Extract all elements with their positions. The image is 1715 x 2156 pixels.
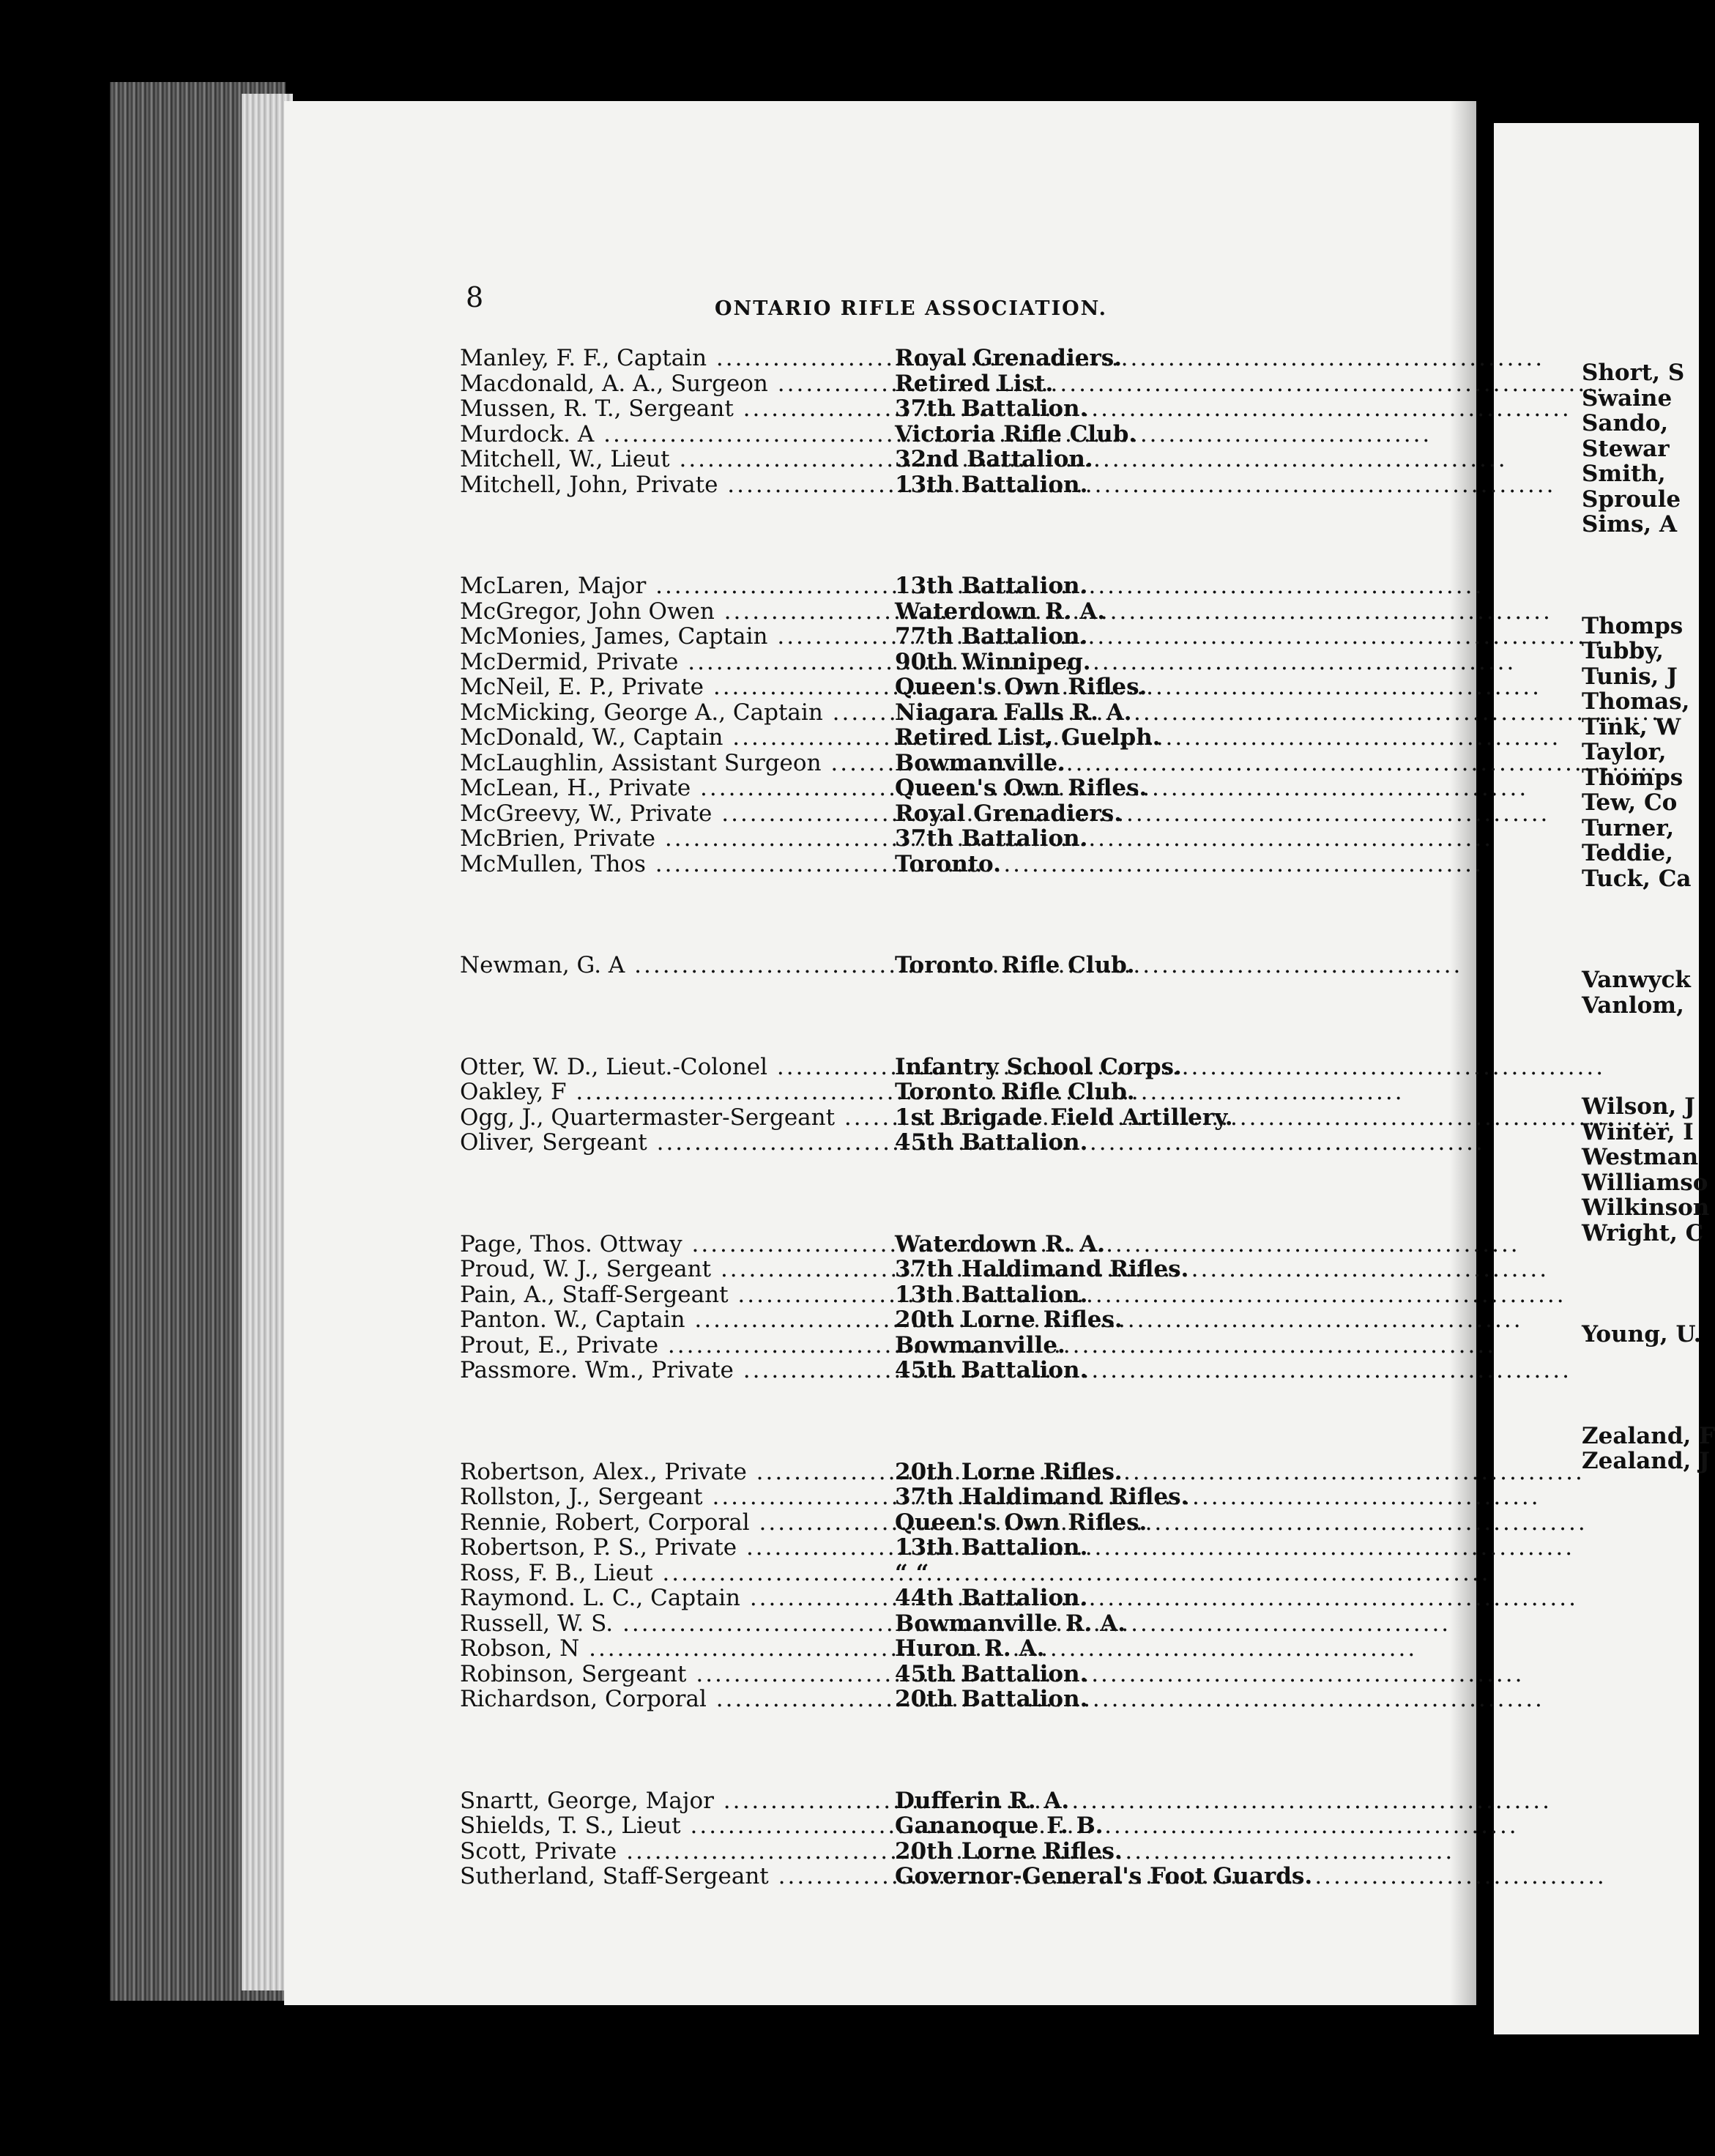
member-name: Raymond. L. C., Captain ..... [460,1586,889,1611]
member-row [460,371,1302,397]
member-unit: Niagara Falls R. A. [895,699,1132,726]
facing-name: Taylor, [1582,739,1667,765]
member-name: McDonald, W., Captain ..... [460,725,889,751]
facing-name: Turner, [1582,814,1675,841]
member-row [460,599,1302,625]
facing-name: Vanlom, [1582,992,1684,1019]
member-name: Passmore. Wm., Private ..... [460,1358,889,1383]
member-unit: 37th Haldimand Rifles. [895,1256,1189,1282]
facing-name: Teddie, [1582,840,1673,866]
member-name: Robinson, Sergeant ..... [460,1662,889,1687]
member-unit: 37th Battalion. [895,395,1088,422]
facing-name: Sproule [1582,486,1681,513]
member-name: Ogg, J., Quartermaster-Sergeant ..... [460,1105,889,1131]
facing-group [1582,614,1699,892]
member-unit: 37th Battalion. [895,825,1088,852]
member-row [460,801,1302,827]
member-name: Proud, W. J., Sergeant ..... [460,1257,889,1282]
member-unit: Infantry School Corps. [895,1053,1182,1080]
facing-name: Thomas, [1582,688,1690,715]
member-name: Oakley, F ..... [460,1079,889,1105]
member-row [460,1662,1302,1687]
member-unit: 20th Lorne Rifles. [895,1306,1123,1333]
facing-name: Winter, I [1582,1118,1694,1145]
member-name: McMicking, George A., Captain ..... [460,700,889,726]
member-name: Newman, G. A ..... [460,953,889,978]
member-name: Rennie, Robert, Corporal ..... [460,1510,889,1536]
facing-name: Thomps [1582,764,1684,791]
member-unit: 13th Battalion. [895,471,1088,498]
member-name: Sutherland, Staff-Sergeant ..... [460,1864,889,1889]
member-row [460,1636,1302,1662]
member-name: McLaren, Major ..... [460,573,889,599]
member-name: Otter, W. D., Lieut.-Colonel ..... [460,1055,889,1080]
facing-group [1582,1422,1715,1474]
member-unit: Dufferin R. A. [895,1787,1070,1814]
member-unit: Bowmanville. [895,1331,1065,1358]
member-group [460,1055,1302,1156]
member-name: Shields, T. S., Lieut ..... [460,1813,889,1839]
member-row [460,852,1302,877]
member-unit: Toronto. [895,850,1001,877]
facing-name: Williamso [1582,1169,1708,1196]
member-unit: Retired List. [895,370,1054,397]
member-unit: 13th Battalion. [895,1281,1088,1308]
member-row [460,725,1302,751]
facing-name: Smith, [1582,461,1666,487]
member-unit: 77th Battalion. [895,623,1088,650]
member-row [460,1333,1302,1358]
member-name: McBrien, Private ..... [460,826,889,852]
member-row [460,1788,1302,1814]
facing-name: Young, U. [1582,1321,1702,1348]
member-name: Robertson, P. S., Private ..... [460,1535,889,1561]
member-unit: 1st Brigade Field Artillery. [895,1104,1233,1131]
member-unit: Waterdown R. A. [895,1230,1106,1257]
member-group [460,953,1302,978]
facing-name: Wilkinson [1582,1194,1710,1221]
member-name: Oliver, Sergeant ..... [460,1130,889,1156]
facing-name: Zealand, J [1582,1448,1710,1474]
member-name: Scott, Private ..... [460,1839,889,1865]
member-name: Rollston, J., Sergeant ..... [460,1484,889,1510]
member-row [460,1257,1302,1282]
member-row [460,422,1302,447]
member-unit: Victoria Rifle Club. [895,420,1137,447]
member-name: McGregor, John Owen ..... [460,599,889,625]
member-list [460,345,1313,1966]
member-unit: Huron R. A. [895,1635,1045,1662]
member-row [460,700,1302,726]
facing-name: Westman [1582,1144,1699,1170]
member-unit: 45th Battalion. [895,1357,1088,1383]
member-unit: 45th Battalion. [895,1660,1088,1687]
member-unit: 13th Battalion. [895,573,1088,599]
facing-name: Tubby, [1582,638,1664,664]
member-name: Mitchell, W., Lieut ..... [460,447,889,472]
facing-name: Wilson, J [1582,1093,1695,1120]
page-number: 8 [466,281,484,313]
member-unit: Waterdown R. A. [895,598,1106,625]
member-unit: Queen's Own Rifles. [895,775,1147,801]
member-name: McMonies, James, Captain ..... [460,624,889,650]
member-row [460,1561,1302,1586]
member-row [460,1282,1302,1308]
member-group [460,1460,1302,1712]
facing-name: Tink, W [1582,713,1681,740]
member-row [460,1484,1302,1510]
member-unit: Toronto Rifle Club. [895,1079,1135,1105]
member-row [460,1586,1302,1611]
member-unit: 90th Winnipeg. [895,648,1091,675]
member-unit: Royal Grenadiers. [895,800,1123,827]
member-unit: 20th Lorne Rifles. [895,1458,1123,1485]
facing-name: Zealand, F [1582,1422,1715,1449]
member-unit: Bowmanville. [895,749,1065,776]
facing-name: Stewar [1582,435,1670,462]
member-row [460,1687,1302,1712]
member-row [460,624,1302,650]
facing-group [1582,1321,1702,1348]
member-name: McNeil, E. P., Private ..... [460,674,889,700]
member-row [460,1055,1302,1080]
member-row [460,472,1302,498]
member-unit: Queen's Own Rifles. [895,1509,1147,1536]
member-unit: Queen's Own Rifles. [895,674,1147,700]
member-name: Murdock. A ..... [460,422,889,447]
member-row [460,1105,1302,1131]
facing-group [1582,967,1699,1018]
member-name: Page, Thos. Ottway ..... [460,1232,889,1257]
member-row [460,396,1302,422]
member-row [460,776,1302,801]
member-name: Pain, A., Staff-Sergeant ..... [460,1282,889,1308]
member-row [460,1535,1302,1561]
facing-name: Swaine [1582,384,1673,412]
member-unit: 13th Battalion. [895,1534,1088,1561]
member-row [460,1839,1302,1865]
member-name: McLean, H., Private ..... [460,776,889,801]
member-unit: Toronto Rifle Club. [895,952,1135,978]
member-unit: 44th Battalion. [895,1585,1088,1611]
facing-name: Sims, A [1582,511,1678,538]
member-row [460,1863,1313,1889]
facing-name: Sando, [1582,410,1669,436]
member-unit: “ “ [895,1559,929,1586]
member-name: McDermid, Private ..... [460,650,889,675]
member-name: Russell, W. S. ..... [460,1611,889,1637]
member-name: Panton. W., Captain ..... [460,1307,889,1333]
member-unit: Royal Grenadiers. [895,345,1123,371]
member-group [460,1787,1313,1889]
member-name: McLaughlin, Assistant Surgeon ..... [460,751,889,776]
member-row [460,1307,1302,1333]
member-row [460,573,1302,599]
facing-group [1582,360,1699,538]
member-name: Robertson, Alex., Private ..... [460,1460,889,1485]
member-row [460,1358,1302,1383]
member-unit: 45th Battalion. [895,1129,1088,1156]
member-row [460,674,1302,700]
facing-name: Tew, Co [1582,789,1678,816]
member-unit: Bowmanville R. A. [895,1610,1126,1637]
member-unit: 32nd Battalion. [895,446,1093,472]
member-name: McMullen, Thos ..... [460,852,889,877]
running-title: ONTARIO RIFLE ASSOCIATION. [715,297,1108,320]
facing-name: Short, S [1582,360,1685,386]
member-row [460,650,1302,675]
member-name: Manley, F. F., Captain ..... [460,346,889,371]
member-name: Macdonald, A. A., Surgeon ..... [460,371,889,397]
member-group [460,1232,1302,1383]
member-name: Robson, N ..... [460,1636,889,1662]
member-row [460,1079,1302,1105]
member-name: Snartt, George, Major ..... [460,1788,889,1814]
member-group [460,346,1302,497]
member-unit: 20th Lorne Rifles. [895,1837,1123,1865]
member-row [460,346,1302,371]
member-row [460,1510,1302,1536]
member-name: Mitchell, John, Private ..... [460,472,889,498]
facing-name: Vanwyck [1582,967,1691,993]
member-name: Richardson, Corporal ..... [460,1687,889,1712]
member-row [460,751,1302,776]
member-unit: Governor-General's Foot Guards. [895,1863,1313,1889]
member-row [460,826,1302,852]
member-row [460,1611,1302,1637]
facing-name: Tuck, Ca [1582,865,1692,892]
member-name: Ross, F. B., Lieut ..... [460,1561,889,1586]
member-unit: 20th Battalion. [895,1686,1088,1712]
member-name: Mussen, R. T., Sergeant ..... [460,396,889,422]
facing-group [1582,1093,1710,1246]
member-row [460,1813,1302,1839]
member-row [460,1232,1302,1257]
member-unit: 37th Haldimand Rifles. [895,1484,1189,1510]
member-row [460,447,1302,472]
member-unit: Gananoque F. B. [895,1813,1104,1839]
member-unit: Retired List, Guelph. [895,724,1161,751]
facing-name: Tunis, J [1582,663,1678,690]
member-name: McGreevy, W., Private ..... [460,801,889,827]
member-row [460,953,1302,978]
member-row [460,1130,1302,1156]
facing-page-list [1582,360,1715,1550]
member-name: Prout, E., Private ..... [460,1333,889,1358]
member-group [460,573,1302,877]
facing-name: Thomps [1582,612,1684,639]
member-row [460,1460,1302,1485]
facing-name: Wright, C [1582,1219,1704,1246]
